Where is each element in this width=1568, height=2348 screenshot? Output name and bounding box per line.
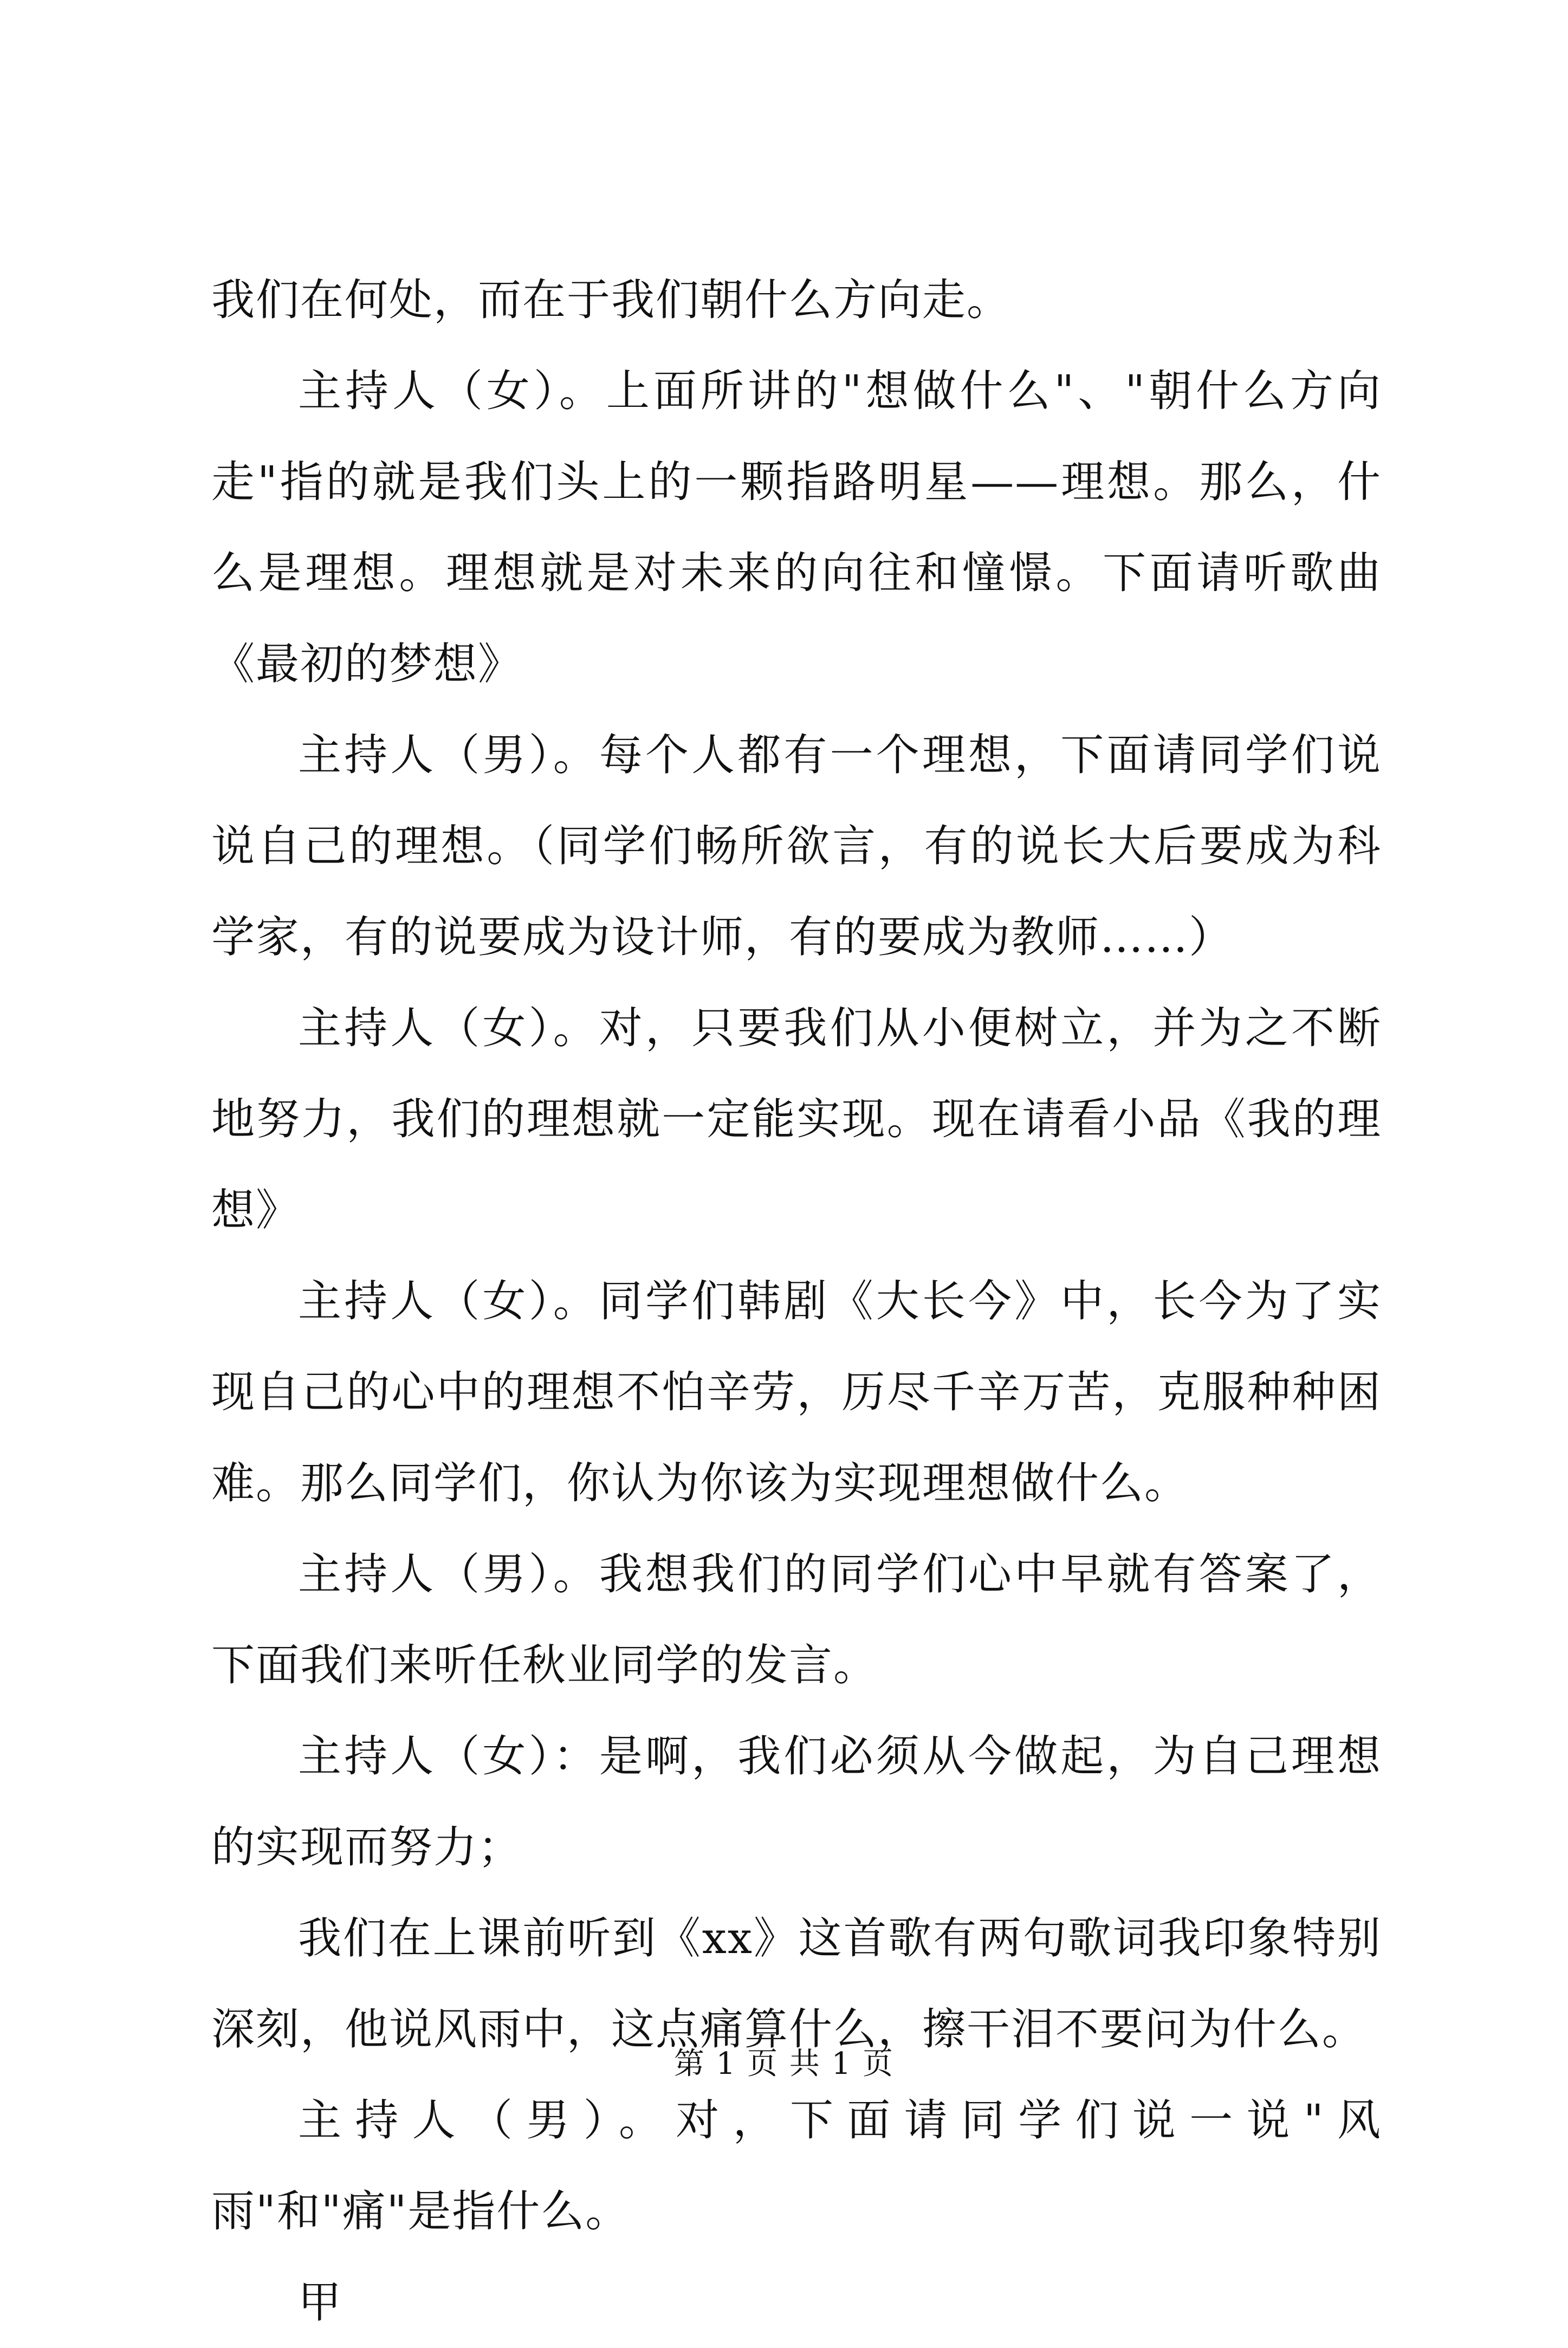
paragraph-host-male-everyone-ideal: 主持人（男）。每个人都有一个理想，下面请同学们说说自己的理想。（同学们畅所欲言，有的说长大后要成为科学家，有的说要成为设计师，有的要成为教师……）: [211, 730, 1382, 962]
page-number-label: 第 1 页 共 1 页: [673, 2046, 895, 2081]
document-body: [211, 255, 1382, 2348]
paragraph-host-female-ideal: 主持人（女）。上面所讲的"想做什么"、"朝什么方向走"指的就是我们头上的一颗指路明星——理想。那么，什么是理想。理想就是对未来的向往和憧憬。下面请听歌曲《最初的梦想》: [211, 366, 1382, 689]
paragraph-host-male-speech: 主持人（男）。我想我们的同学们心中早就有答案了，下面我们来听任秋业同学的发言。: [211, 1549, 1382, 1690]
paragraph-song-lyrics: 我们在上课前听到《xx》这首歌有两句歌词我印象特别深刻，他说风雨中，这点痛算什么，擦干泪不要问为什么。: [211, 1913, 1382, 2054]
page-footer: [0, 2042, 1568, 2086]
paragraph-continuation: 我们在何处，而在于我们朝什么方向走。: [211, 275, 1011, 325]
paragraph-host-female-dae-jang-geum: 主持人（女）。同学们韩剧《大长今》中，长今为了实现自己的心中的理想不怕辛劳，历尽千辛万苦，克服种种困难。那么同学们，你认为你该为实现理想做什么。: [211, 1276, 1382, 1508]
paragraph-host-male-wind-rain: 主持人（男）。对，下面请同学们说一说"风雨"和"痛"是指什么。: [211, 2095, 1382, 2236]
paragraph-host-female-effort: 主持人（女）：是啊，我们必须从今做起，为自己理想的实现而努力；: [211, 1731, 1382, 1872]
paragraph-jia: 甲: [298, 2277, 342, 2327]
paragraph-host-female-skit: 主持人（女）。对，只要我们从小便树立，并为之不断地努力，我们的理想就一定能实现。现在请看小品《我的理想》: [211, 1003, 1382, 1235]
